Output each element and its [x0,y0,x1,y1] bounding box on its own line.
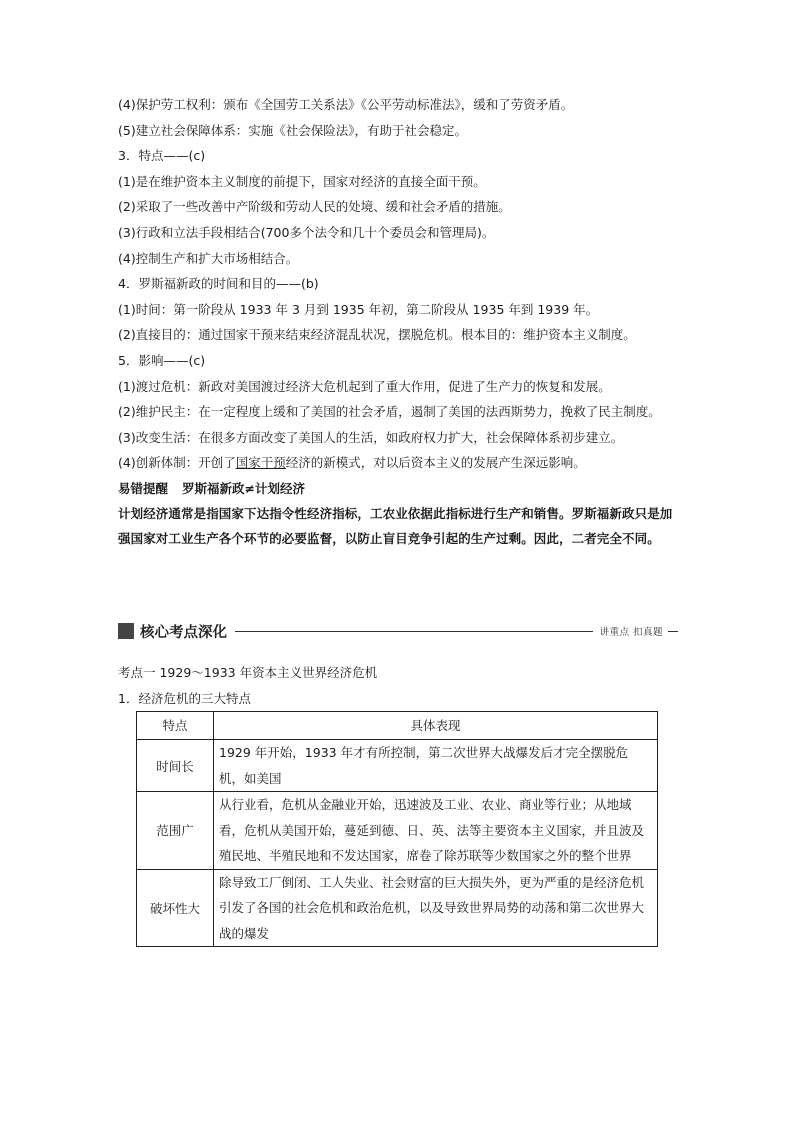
text-line: (3)行政和立法手段相结合(700多个法令和几十个委员会和管理局)。 [118,224,495,240]
text-line: (1)渡过危机：新政对美国渡过经济大危机起到了重大作用，促进了生产力的恢复和发展。 [118,378,611,394]
document-body [118,92,678,551]
table-header-feature: 特点 [137,712,214,740]
table-header-detail: 具体表现 [214,712,658,740]
impact-4-suffix: 经济的新模式，对以后资本主义的发展产生深远影响。 [285,455,586,471]
tip-label: 易错提醒 [118,480,169,496]
text-line: (2)采取了一些改善中产阶级和劳动人民的处境、缓和社会矛盾的措施。 [118,199,511,215]
tip-body: 计划经济通常是指国家下达指令性经济指标，工农业依据此指标进行生产和销售。罗斯福新政只是加强国家对工业生产各个环节的必要监督，以防止盲目竞争引起的生产过剩。因此，二者完全不同。 [118,505,673,546]
text-line: (5)建立社会保障体系：实施《社会保险法》，有助于社会稳定。 [118,122,467,138]
heading-time-purpose: 4．罗斯福新政的时间和目的——(b) [118,276,319,292]
heading-features: 3．特点——(c) [118,148,206,164]
tip-title [118,476,678,501]
table-cell-feature: 范围广 [137,792,214,870]
text-line: (1)是在维护资本主义制度的前提下，国家对经济的直接全面干预。 [118,173,486,189]
text-line: (2)直接目的：通过国家干预来结束经济混乱状况，摆脱危机。根本目的：维护资本主义制度。 [118,327,636,343]
table-row [137,869,658,947]
section-tag: 讲重点 扣真题 [599,627,663,638]
text-line: (4)保护劳工权利：颁布《全国劳工关系法》《公平劳动标准法》，缓和了劳资矛盾。 [118,97,574,112]
text-line: (3)改变生活：在很多方面改变了美国人的生活，如政府权力扩大，社会保障体系初步建立。 [118,429,624,445]
tip-heading: 罗斯福新政≠计划经济 [182,480,305,496]
table-cell-detail: 1929 年开始，1933 年才有所控制，第二次世界大战爆发后才完全摆脱危机，如美国 [214,740,658,792]
table-row [137,792,658,870]
table-row [137,740,658,792]
heading-impact: 5．影响——(c) [118,352,206,368]
text-line: (1)时间：第一阶段从 1933 年 3 月到 1935 年初，第二阶段从 1935 年到 1939 年。 [118,301,599,317]
section-square-icon [118,623,134,639]
impact-4-underlined: 国家干预 [235,455,286,471]
point-subheading: 1．经济危机的三大特点 [118,690,251,706]
point-section [118,660,678,947]
text-line: (2)维护民主：在一定程度上缓和了美国的社会矛盾，遏制了美国的法西斯势力，挽救了民主制度。 [118,404,661,420]
text-line: (4)控制生产和扩大市场相结合。 [118,250,299,266]
section-dash [668,631,678,632]
section-rule [235,631,593,632]
table-header-row [137,712,658,740]
section-title: 核心考点深化 [140,624,227,641]
table-cell-detail: 除导致工厂倒闭、工人失业、社会财富的巨大损失外，更为严重的是经济危机引发了各国的社会危机和政治危机，以及导致世界局势的动荡和第二次世界大战的爆发 [214,869,658,947]
point-heading: 考点一 1929～1933 年资本主义世界经济危机 [118,665,378,680]
section-header [118,620,678,642]
impact-4-prefix: (4)创新体制：开创了 [118,455,236,471]
features-table [136,711,658,947]
table-cell-detail: 从行业看，危机从金融业开始，迅速波及工业、农业、商业等行业；从地域看，危机从美国开始，蔓延到德、日、英、法等主要资本主义国家，并且波及殖民地、半殖民地和不发达国家，席卷了除苏联等少数国家之外的整个世界 [214,792,658,870]
table-cell-feature: 破坏性大 [137,869,214,947]
table-cell-feature: 时间长 [137,740,214,792]
text-line-impact-4 [118,450,678,476]
